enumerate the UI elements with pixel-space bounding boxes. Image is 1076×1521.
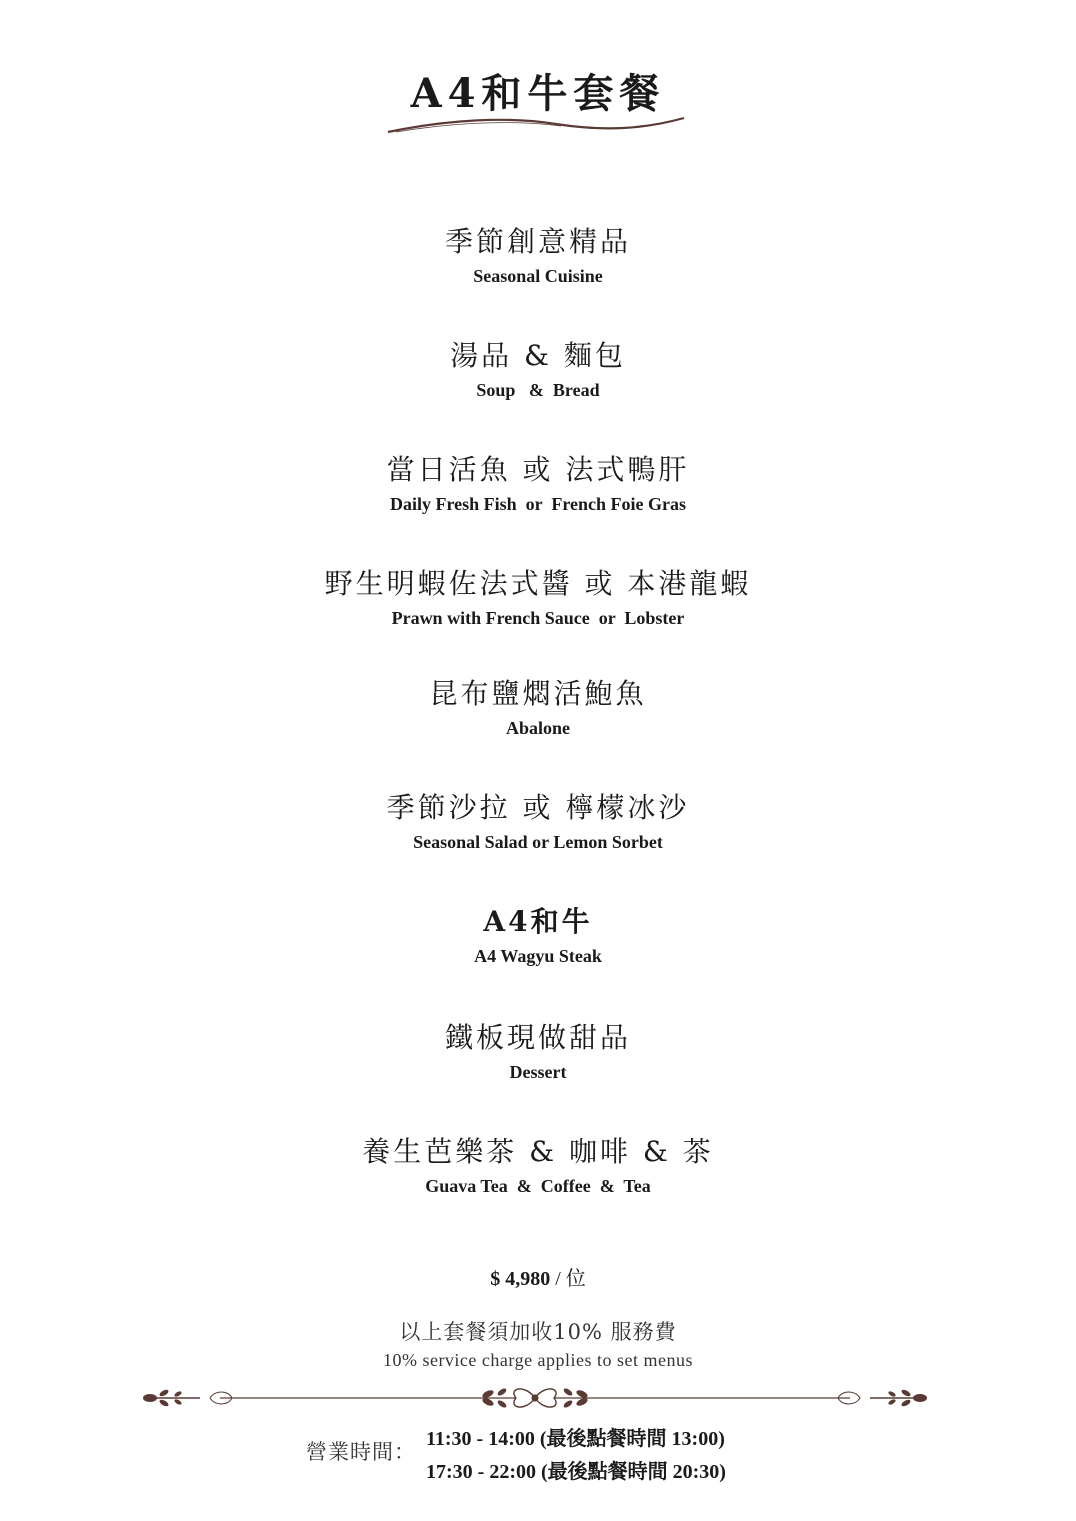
- course-fish-foie-gras: [0, 452, 1076, 516]
- service-charge-note-en: 10% service charge applies to set menus: [382, 1350, 694, 1370]
- course-wagyu: [0, 904, 1076, 968]
- course-soup-bread: [0, 338, 1076, 402]
- course-en: Guava Tea & Coffee & Tea: [425, 1176, 651, 1196]
- title-swash-ornament: [386, 112, 686, 142]
- course-zh: 季節沙拉 或 檸檬冰沙: [386, 791, 690, 824]
- course-zh: 當日活魚 或 法式鴨肝: [386, 453, 690, 486]
- course-en: Seasonal Cuisine: [473, 266, 603, 286]
- course-tea-coffee: [0, 1134, 1076, 1198]
- course-zh: 養生芭樂茶 & 咖啡 & 茶: [362, 1135, 714, 1168]
- course-prawn-lobster: [0, 566, 1076, 630]
- service-charge-note-zh: 以上套餐須加收10% 服務費: [399, 1320, 677, 1344]
- course-zh: 昆布鹽燜活鮑魚: [429, 677, 647, 710]
- course-en: Abalone: [505, 718, 570, 738]
- course-seasonal-cuisine: [0, 224, 1076, 288]
- price-unit: / 位: [550, 1268, 586, 1290]
- hours-dinner: 17:30 - 22:00 (最後點餐時間 20:30): [426, 1461, 726, 1483]
- hours-lunch: 11:30 - 14:00 (最後點餐時間 13:00): [426, 1428, 725, 1450]
- course-en: Soup & Bread: [476, 380, 600, 400]
- course-dessert: [0, 1020, 1076, 1084]
- course-zh: 湯品 & 麵包: [450, 339, 626, 372]
- course-zh: A4和牛: [483, 905, 593, 938]
- course-en: Daily Fresh Fish or French Foie Gras: [390, 494, 686, 514]
- course-zh: 鐵板現做甜品: [444, 1021, 631, 1054]
- course-en: A4 Wagyu Steak: [474, 946, 602, 966]
- price-amount: $ 4,980: [490, 1268, 551, 1290]
- hours-label: 營業時間：: [306, 1440, 416, 1464]
- course-en: Seasonal Salad or Lemon Sorbet: [413, 832, 663, 852]
- ornamental-divider: [140, 1380, 930, 1416]
- course-zh: 季節創意精品: [444, 225, 631, 258]
- course-zh: 野生明蝦佐法式醬 或 本港龍蝦: [324, 567, 752, 600]
- course-en: Dessert: [509, 1062, 567, 1082]
- course-abalone: [0, 676, 1076, 740]
- menu-title: A4和牛套餐: [410, 70, 666, 117]
- course-salad-sorbet: [0, 790, 1076, 854]
- course-en: Prawn with French Sauce or Lobster: [391, 608, 685, 628]
- price: [0, 1262, 1076, 1291]
